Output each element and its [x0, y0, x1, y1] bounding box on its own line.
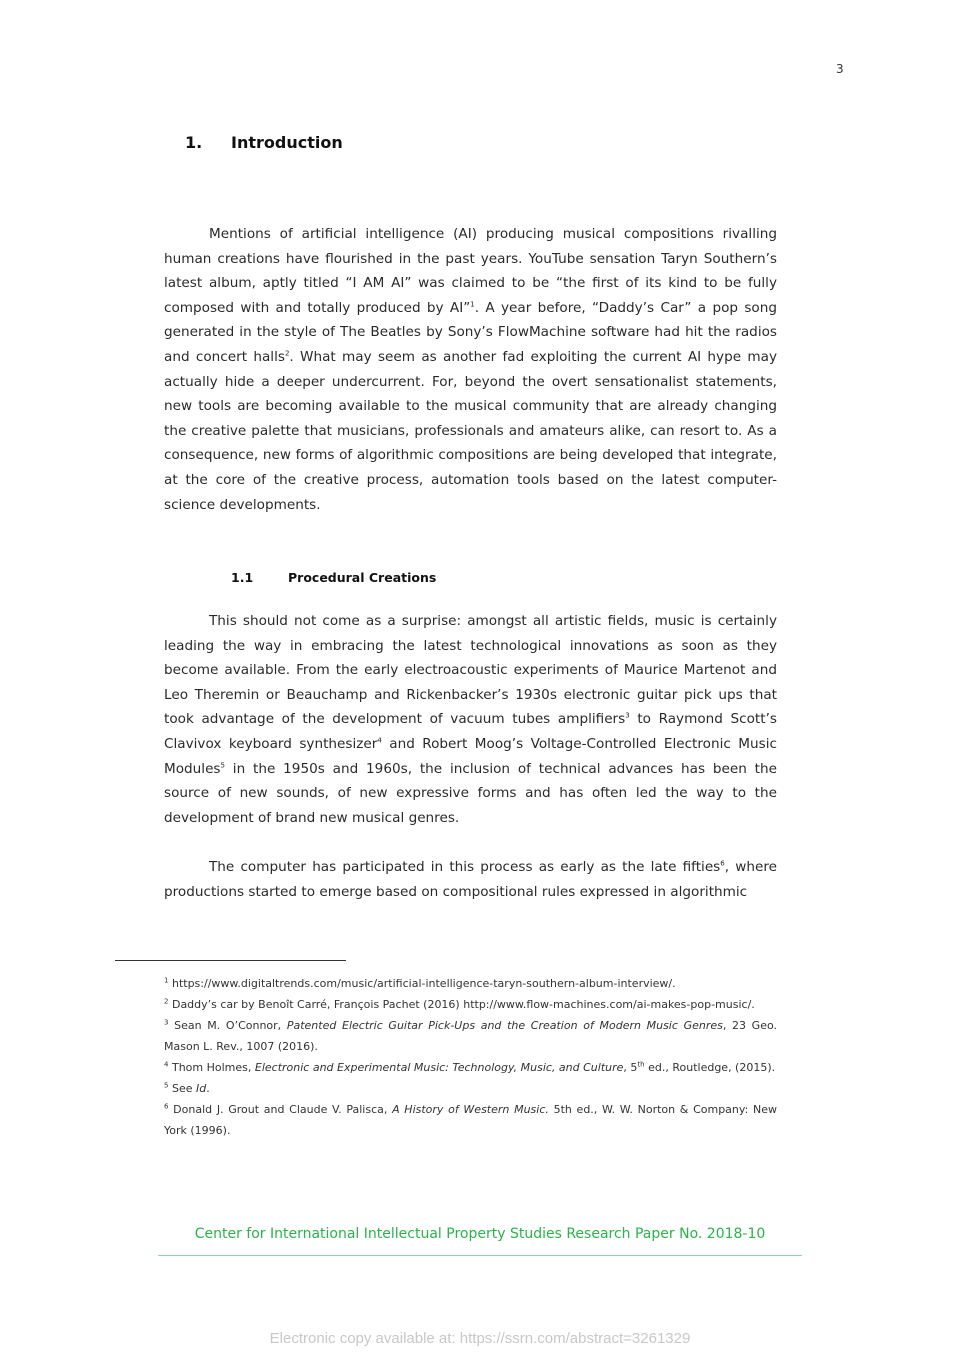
footnote-citation-end: ed., Routledge, (2015).: [644, 1061, 776, 1074]
intro-text-3: . What may seem as another fad exploiting the current AI hype may actually hide a deeper undercurrent. For, beyond the overt sensationalist statements, new tools are becoming available to the musical community that are already changing the creative palette that musicians, professionals and amateurs alike, can resort to. As a consequence, new forms of algorithmic compositions are being developed that integrate, at the core of the creative process, automation tools based on the latest computer-science developments.: [164, 348, 777, 513]
procedural-text-4: in the 1950s and 1960s, the inclusion of technical advances has been the source of new sounds, of new expressive forms and has often led the way to the development of brand new musical genres.: [164, 760, 777, 826]
section-heading: [185, 133, 343, 152]
footnote-citation: , 23 Geo. Mason L. Rev., 1007 (2016).: [164, 1019, 778, 1053]
footnote-ref-2[interactable]: 2: [284, 349, 290, 358]
footnote-item: [164, 1078, 777, 1099]
footnote-work-title: Electronic and Experimental Music: Technology, Music, and Culture: [254, 1061, 624, 1074]
footnote-number: 1: [164, 976, 169, 985]
intro-text-2: . A year before, “Daddy’s Car” a pop song generated in the style of The Beatles by Sony’s FlowMachine software had hit the radios and concert halls: [164, 299, 777, 365]
footnote-author: Sean M. O’Connor,: [174, 1019, 287, 1032]
footnote-ref-6[interactable]: 6: [720, 859, 725, 868]
subsection-heading: [231, 570, 436, 585]
footnote-item: [164, 973, 777, 994]
footnote-link[interactable]: https://www.digitaltrends.com/music/artificial-intelligence-taryn-southern-album-interview/.: [171, 977, 676, 990]
footnote-number: 2: [164, 997, 169, 1006]
footnote-author: Thom Holmes,: [171, 1061, 255, 1074]
footnote-work-title: A History of Western Music.: [392, 1103, 549, 1116]
footnote-ref-4[interactable]: 4: [377, 736, 382, 745]
footnote-number: 3: [164, 1018, 169, 1027]
footnote-text: Daddy’s car by Benoît Carré, François Pachet (2016) http://www.flow-machines.com/ai-makes-pop-music/.: [171, 998, 755, 1011]
computer-text-1: The computer has participated in this process as early as the late fifties: [209, 859, 721, 875]
footnote-item: [164, 1057, 777, 1078]
procedural-text-2: to Raymond Scott’s Clavivox keyboard synthesizer: [164, 711, 777, 752]
page-number: 3: [836, 62, 844, 76]
subsection-title: Procedural Creations: [288, 570, 437, 585]
footnote-number: 5: [164, 1081, 169, 1090]
footnote-text: See: [171, 1082, 196, 1095]
footnotes-list: [164, 973, 777, 1141]
footnote-author: Donald J. Grout and Claude V. Palisca,: [173, 1103, 393, 1116]
footer-paper-id: Center for International Intellectual Property Studies Research Paper No. 2018-10: [194, 1226, 766, 1242]
footnote-citation: , 5: [623, 1061, 638, 1074]
footnote-work-title: Patented Electric Guitar Pick-Ups and the Creation of Modern Music Genres: [286, 1019, 723, 1032]
computer-paragraph: [164, 855, 777, 904]
footnote-citation: 5th ed., W. W. Norton & Company: New York (1996).: [164, 1103, 777, 1137]
footnote-ref-5[interactable]: 5: [220, 761, 225, 770]
intro-text-1: Mentions of artificial intelligence (AI) producing musical compositions rivalling human creations have flourished in the past years. YouTube sensation Taryn Southern’s latest album, aptly titled “I AM AI” was claimed to be “the first of its kind to be fully composed with and totally produced by AI”: [164, 226, 777, 316]
footnote-number: 4: [164, 1060, 169, 1069]
procedural-text-1: This should not come as a surprise: amongst all artistic fields, music is certainly leading the way in embracing the latest technological innovations as soon as they become available. From the early electroacoustic experiments of Maurice Martenot and Leo Theremin or Beauchamp and Rickenbacker’s 1930s electronic guitar pick ups that took advantage of the development of vacuum tubes amplifiers: [164, 613, 777, 728]
footnote-ref-3[interactable]: 3: [625, 711, 630, 720]
procedural-text-3: and Robert Moog’s Voltage-Controlled Electronic Music Modules: [164, 735, 777, 777]
footer-rule: [158, 1255, 802, 1256]
subsection-number: 1.1: [231, 570, 254, 585]
footnote-work-title: Id: [195, 1082, 207, 1095]
intro-paragraph: [164, 222, 777, 517]
footnote-item: [164, 994, 777, 1015]
computer-text-2: , where productions started to emerge based on compositional rules expressed in algorithmic: [164, 859, 777, 900]
footnote-ref-1[interactable]: 1: [470, 300, 475, 309]
footnote-separator: [115, 960, 346, 961]
footnote-item: [164, 1015, 777, 1057]
footnote-citation: .: [206, 1082, 210, 1095]
section-title: Introduction: [231, 133, 343, 152]
ssrn-notice[interactable]: Electronic copy available at: https://ssrn.com/abstract=3261329: [269, 1330, 691, 1347]
procedural-paragraph: [164, 609, 777, 830]
footnote-number: 6: [164, 1102, 169, 1111]
footnote-ordinal: th: [637, 1060, 645, 1069]
footnote-item: [164, 1099, 777, 1141]
section-number: 1.: [185, 133, 203, 152]
